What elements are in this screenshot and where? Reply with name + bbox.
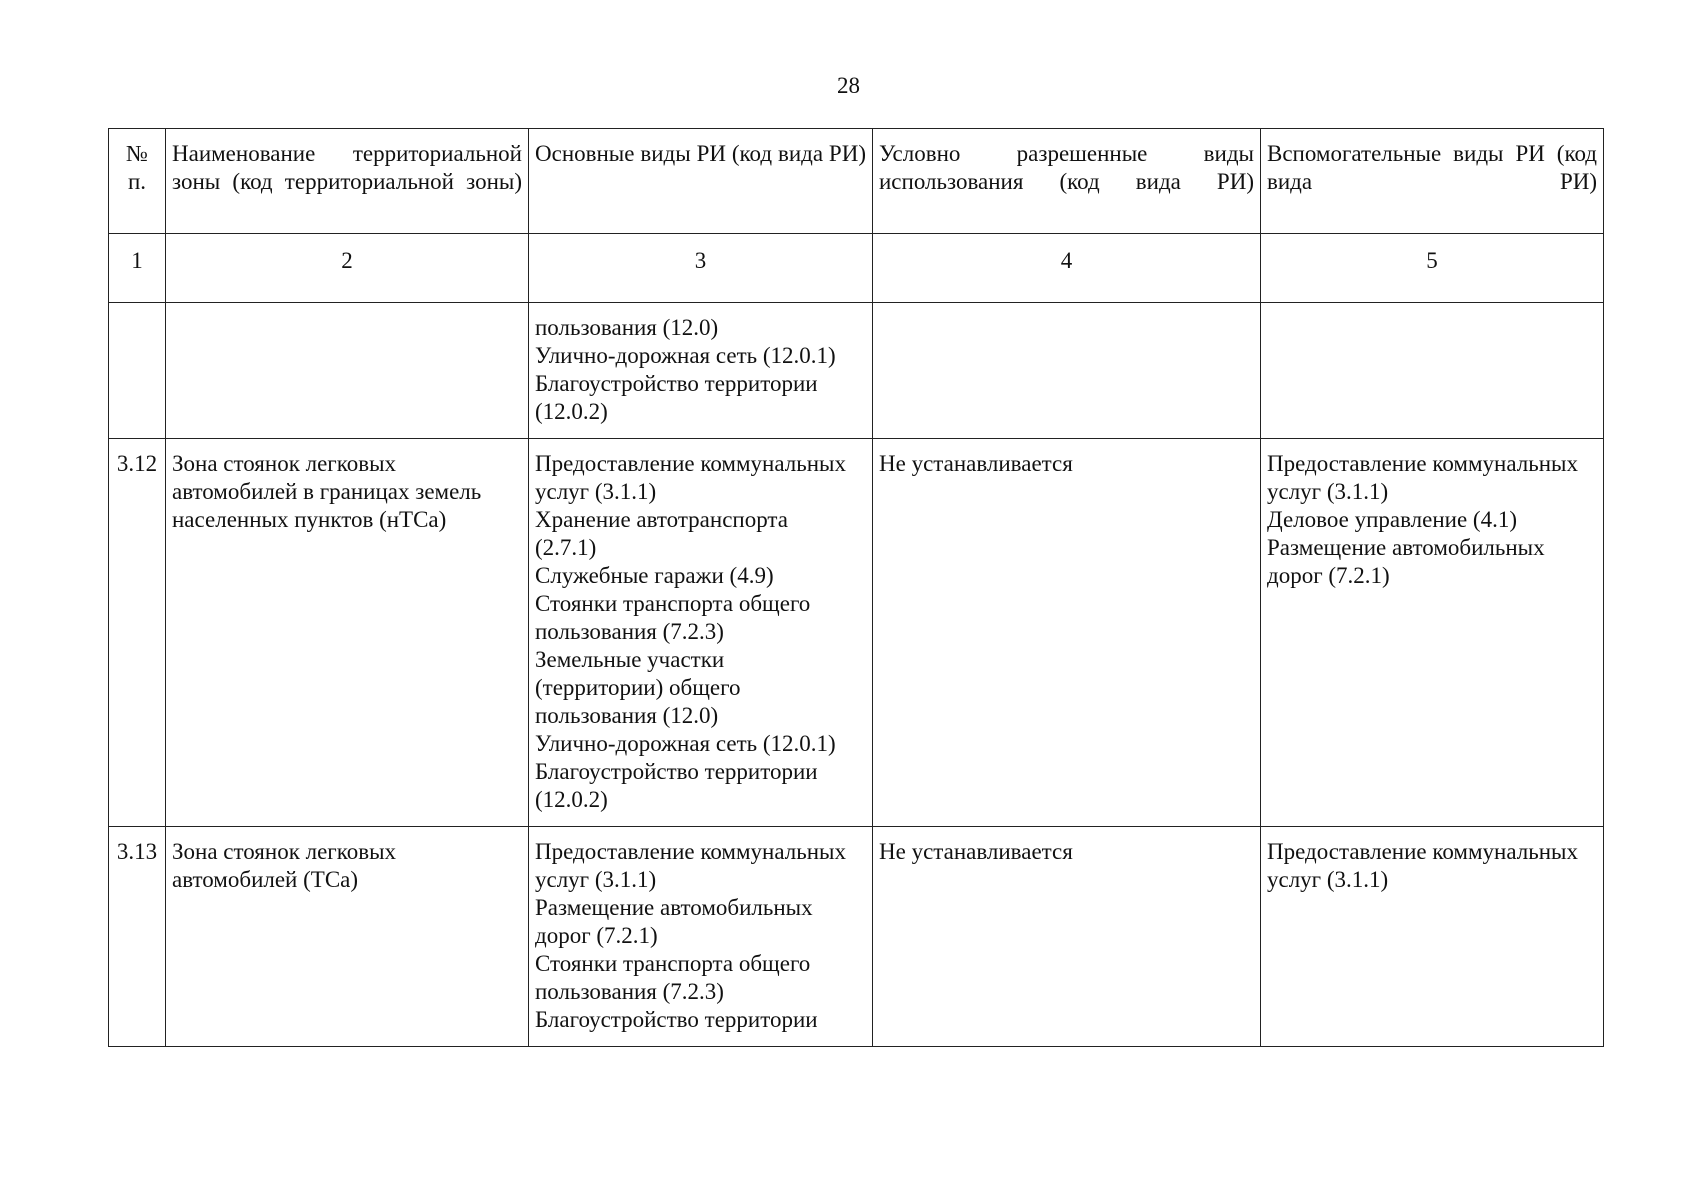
row-number: 3.12 — [109, 439, 166, 827]
header-main-uses: Основные виды РИ (код вида РИ) — [529, 129, 873, 234]
cell-text-line: населенных пунктов (нТСа) — [172, 507, 447, 532]
cell-text-line: услуг (3.1.1) — [535, 479, 657, 504]
auxiliary-uses-cell — [1261, 303, 1604, 439]
zone-name-cell — [166, 439, 529, 827]
cell-text-line: (12.0.2) — [535, 399, 608, 424]
cell-text-line: автомобилей в границах земель — [172, 479, 482, 504]
cell-text-line: Предоставление коммунальных — [535, 839, 846, 864]
cell-text-line: Улично-дорожная сеть (12.0.1) — [535, 731, 836, 756]
row-number: 3.13 — [109, 827, 166, 1047]
zone-name-cell — [166, 303, 529, 439]
cell-text-line: Стоянки транспорта общего — [535, 951, 811, 976]
cell-text-line: Стоянки транспорта общего — [535, 591, 811, 616]
column-number: 2 — [166, 234, 529, 303]
cell-text-line: (территории) общего — [535, 675, 741, 700]
cell-text-line: Благоустройство территории — [535, 371, 818, 396]
cell-text-line: услуг (3.1.1) — [1267, 867, 1389, 892]
main-uses-cell — [529, 303, 873, 439]
auxiliary-uses-cell — [1261, 827, 1604, 1047]
column-number: 4 — [873, 234, 1261, 303]
main-uses-cell — [529, 439, 873, 827]
table-row — [109, 439, 1604, 827]
cell-text-line: услуг (3.1.1) — [1267, 479, 1389, 504]
cell-text-line: пользования (12.0) — [535, 703, 719, 728]
cell-text-line: автомобилей (ТСа) — [172, 867, 359, 892]
cell-text-line: Предоставление коммунальных — [1267, 451, 1578, 476]
header-conditional-uses: Условно разрешенные виды использования (код вида РИ) — [873, 129, 1261, 234]
column-number: 3 — [529, 234, 873, 303]
main-uses-cell — [529, 827, 873, 1047]
conditional-uses-cell — [873, 827, 1261, 1047]
zone-name-cell — [166, 827, 529, 1047]
cell-text-line: (2.7.1) — [535, 535, 597, 560]
auxiliary-uses-cell — [1261, 439, 1604, 827]
cell-text-line: Благоустройство территории — [535, 759, 818, 784]
row-number — [109, 303, 166, 439]
cell-text-line: Размещение автомобильных — [535, 895, 813, 920]
cell-text-line: (12.0.2) — [535, 787, 608, 812]
column-number: 1 — [109, 234, 166, 303]
cell-text-line: Зона стоянок легковых — [172, 839, 397, 864]
cell-text-line: Не устанавливается — [879, 451, 1073, 476]
header-auxiliary-uses: Вспомогательные виды РИ (код вида РИ) — [1261, 129, 1604, 234]
table-row — [109, 303, 1604, 439]
cell-text-line: дорог (7.2.1) — [1267, 563, 1390, 588]
cell-text-line: пользования (7.2.3) — [535, 979, 724, 1004]
cell-text-line: дорог (7.2.1) — [535, 923, 658, 948]
column-numbers-row — [109, 234, 1604, 303]
column-number: 5 — [1261, 234, 1604, 303]
cell-text-line: Не устанавливается — [879, 839, 1073, 864]
conditional-uses-cell — [873, 439, 1261, 827]
cell-text-line: Земельные участки — [535, 647, 725, 672]
cell-text-line: пользования (7.2.3) — [535, 619, 724, 644]
cell-text-line: Хранение автотранспорта — [535, 507, 788, 532]
table-row — [109, 827, 1604, 1047]
cell-text-line: Предоставление коммунальных — [1267, 839, 1578, 864]
cell-text-line: Размещение автомобильных — [1267, 535, 1545, 560]
cell-text-line: пользования (12.0) — [535, 315, 719, 340]
cell-text-line: Благоустройство территории — [535, 1007, 818, 1032]
header-number: № п. — [109, 129, 166, 234]
land-use-zones-table — [108, 128, 1604, 1047]
cell-text-line: Служебные гаражи (4.9) — [535, 563, 774, 588]
cell-text-line: Предоставление коммунальных — [535, 451, 846, 476]
cell-text-line: Улично-дорожная сеть (12.0.1) — [535, 343, 836, 368]
cell-text-line: услуг (3.1.1) — [535, 867, 657, 892]
conditional-uses-cell — [873, 303, 1261, 439]
cell-text-line: Деловое управление (4.1) — [1267, 507, 1518, 532]
header-zone-name: Наименование территориальной зоны (код территориальной зоны) — [166, 129, 529, 234]
page-number: 28 — [837, 73, 860, 98]
cell-text-line: Зона стоянок легковых — [172, 451, 397, 476]
table-header-row — [109, 129, 1604, 234]
